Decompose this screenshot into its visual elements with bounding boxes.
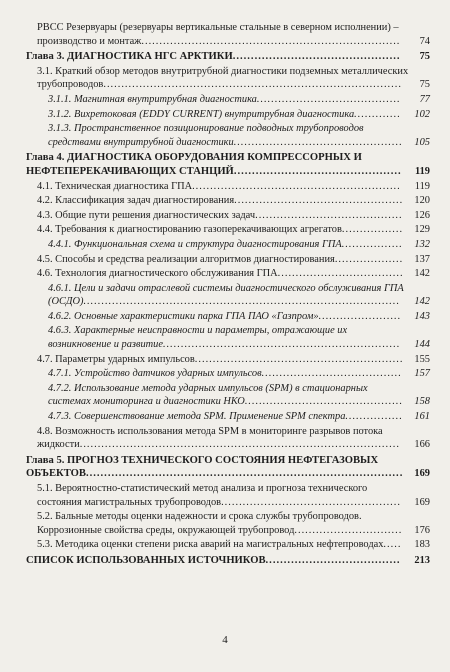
toc-entry-title: 4.1. Техническая диагностика ГПА [37,180,193,192]
dot-leader: .................................................................. [162,339,401,351]
toc-entry-title: 5.2. Бальные методы оценки надежности и срока службы трубопроводов. Коррозионные свойства среды, окружающей трубопровод [37,511,362,536]
toc-entry-page: 74 [419,35,430,47]
dot-leader: ............................................... [233,136,403,148]
toc-section-entry [26,482,430,509]
toc-entry-title: 4.6.2. Основные характеристики парка ГПА ПАО «Газпром» [48,310,319,322]
dot-leader: .......................................................... [192,180,401,192]
toc-entry-page: 142 [414,296,430,308]
toc-entry-page: 132 [414,238,430,250]
dot-leader: ....................... [318,310,402,322]
toc-section-entry [26,267,430,281]
toc-entry-page: 169 [414,496,430,508]
toc-entry-title: 4.4. Требования к диагностированию газоперекачивающих агрегатов [37,224,342,236]
toc-entry-page: 102 [414,108,430,120]
dot-leader: .............................................. [233,165,402,177]
toc-section-entry [26,353,430,367]
toc-entry-page: 77 [419,93,430,105]
toc-subsection-entry [26,238,430,252]
toc-subsection-entry [26,108,430,122]
toc-section-entry [26,253,430,267]
toc-subsection-entry [26,93,430,107]
toc-entry-title: 4.6.3. Характерные неисправности и параметры, отражающие их возникновение и развитие [48,325,348,351]
toc-section-entry [26,209,430,223]
dot-leader: ........................................................................................ [83,296,401,308]
toc-entry-title: 4.8. Возможность использования метода SPM в мониторинге разрывов потока жидкости [37,425,383,451]
dot-leader: ..... [383,539,402,551]
dot-leader: ......................................... [255,209,403,221]
toc-entry-page: 129 [414,224,430,236]
toc-entry-title: 4.3. Общие пути решения диагностических задач [37,209,256,221]
dot-leader: ................................... [277,268,404,280]
toc-entry-page: 169 [414,468,430,480]
toc-section-entry [26,538,430,552]
dot-leader: .............................................. [232,51,401,63]
toc-entry-title: 3.1.1. Магнитная внутритрубная диагностика [48,93,257,105]
toc-entry-page: 105 [414,136,430,148]
toc-entry-title: 4.6. Технология диагностического обслуживания ГПА [37,268,278,280]
dot-leader: .......................................................... [194,353,404,365]
toc-subsection-entry [26,310,430,324]
toc-subsection-entry [26,382,430,409]
toc-section-entry [26,194,430,208]
dot-leader: ....................................................................................... [85,468,404,480]
toc-entry-title: 4.5. Способы и средства реализации алгоритмов диагностирования [37,253,335,265]
toc-entry-page: 126 [414,209,430,221]
toc-subsection-entry [26,324,430,351]
dot-leader: ................... [334,253,404,265]
toc-entry-page: 142 [414,268,430,280]
toc-entry-title: РВСС Резервуары (резервуары вертикальные стальные в северном исполнении) – производство и монтаж [37,22,399,47]
toc-subsection-entry [26,410,430,424]
toc-entry-page: 75 [419,79,430,91]
toc-entry-page: 155 [414,353,430,365]
toc-entry-title: 5.3. Методика оценки степени риска аварий на магистральных нефтепроводах [37,539,384,551]
toc-section-entry [26,65,430,92]
dot-leader: ................. [341,224,404,236]
dot-leader: ............. [354,108,401,120]
toc-subsection-entry [26,367,430,381]
toc-entry-page: 166 [414,439,430,451]
dot-leader: ............................................ [244,396,404,408]
toc-entry-page: 120 [414,195,430,207]
toc-section-entry [26,180,430,194]
toc-entry-title: 3.1.3. Пространственное позиционирование подводных трубопроводов средствами внутритрубной диагностики [48,123,364,148]
toc-chapter-entry [26,151,430,178]
page-number: 4 [222,634,228,646]
toc-entry-page: 75 [419,51,430,63]
dot-leader: ....................................... [261,368,402,380]
toc-entry-page: 213 [414,554,430,566]
dot-leader: ........................................................................ [141,35,401,47]
toc-entry-title: СПИСОК ИСПОЛЬЗОВАННЫХ ИСТОЧНИКОВ [26,554,266,566]
toc-chapter-entry [26,554,430,568]
toc-entry-title: 4.2. Классификация задач диагностирования [37,195,235,207]
toc-section-entry [26,223,430,237]
dot-leader: ................ [345,411,403,423]
toc-entry-title: 3.1.2. Вихретоковая (EDDY CURRENT) внутритрубная диагностика [48,108,355,120]
dot-leader: ..................................... [265,554,401,566]
toc-entry-title: 4.6.1. Цели и задачи отраслевой системы диагностического обслуживания ГПА (ОСДО) [48,282,404,308]
dot-leader: .................................................. [221,496,401,508]
toc-entry-title: 4.7. Параметры ударных импульсов [37,353,195,365]
toc-entry-title: Глава 4. ДИАГНОСТИКА ОБОРУДОВАНИЯ КОМПРЕССОРНЫХ И НЕФТЕПЕРЕКАЧИВАЮЩИХ СТАНЦИЙ [26,152,362,177]
dot-leader: ................. [341,238,403,250]
dot-leader: .............................. [294,524,403,536]
dot-leader: ............................................... [234,195,404,207]
toc-entry-title: 4.4.1. Функциональная схема и структура диагностирования ГПА [48,238,342,250]
toc-entry-page: 119 [414,165,430,177]
toc-entry-page: 157 [414,368,430,380]
table-of-contents [26,21,430,568]
toc-entry-page: 143 [414,310,430,322]
toc-entry-page: 119 [414,180,430,192]
toc-entry-page: 137 [414,253,430,265]
dot-leader: ................................................................................... [103,79,402,91]
toc-entry-title: 3.1. Краткий обзор методов внутритрубной диагностики подземных металлических трубопроводов [37,65,409,91]
toc-entry-title: 5.1. Вероятностно-статистический метод анализа и прогноза технического состояния магистральных трубопроводов [37,483,368,508]
toc-entry-title: 4.7.3. Совершенствование метода SPM. Применение SPM спектра [48,411,346,423]
toc-entry-title: 4.7.1. Устройство датчиков ударных импульсов [48,368,262,380]
toc-entry-page: 144 [414,339,430,351]
toc-subsection-entry [26,282,430,309]
toc-chapter-entry [26,50,430,64]
toc-entry-page: 158 [414,396,430,408]
toc-entry-title: Глава 5. ПРОГНОЗ ТЕХНИЧЕСКОГО СОСТОЯНИЯ НЕФТЕГАЗОВЫХ ОБЪЕКТОВ [26,454,379,480]
toc-entry-page: 176 [414,524,430,536]
toc-section-entry [26,510,430,537]
toc-section-entry [26,425,430,452]
toc-entry-page: 161 [414,411,430,423]
dot-leader: ........................................ [256,93,401,105]
toc-entry-title: Глава 3. ДИАГНОСТИКА НГС АРКТИКИ [26,51,233,63]
toc-chapter-entry [26,454,430,481]
toc-entry-page: 183 [414,539,430,551]
toc-entry-title: 4.7.2. Использование метода ударных импульсов (SPM) в стационарных системах мониторинга и диагностики НКО [48,382,368,408]
toc-subsection-entry [26,122,430,149]
dot-leader: ......................................................................................... [79,439,400,451]
toc-section-entry [26,21,430,48]
